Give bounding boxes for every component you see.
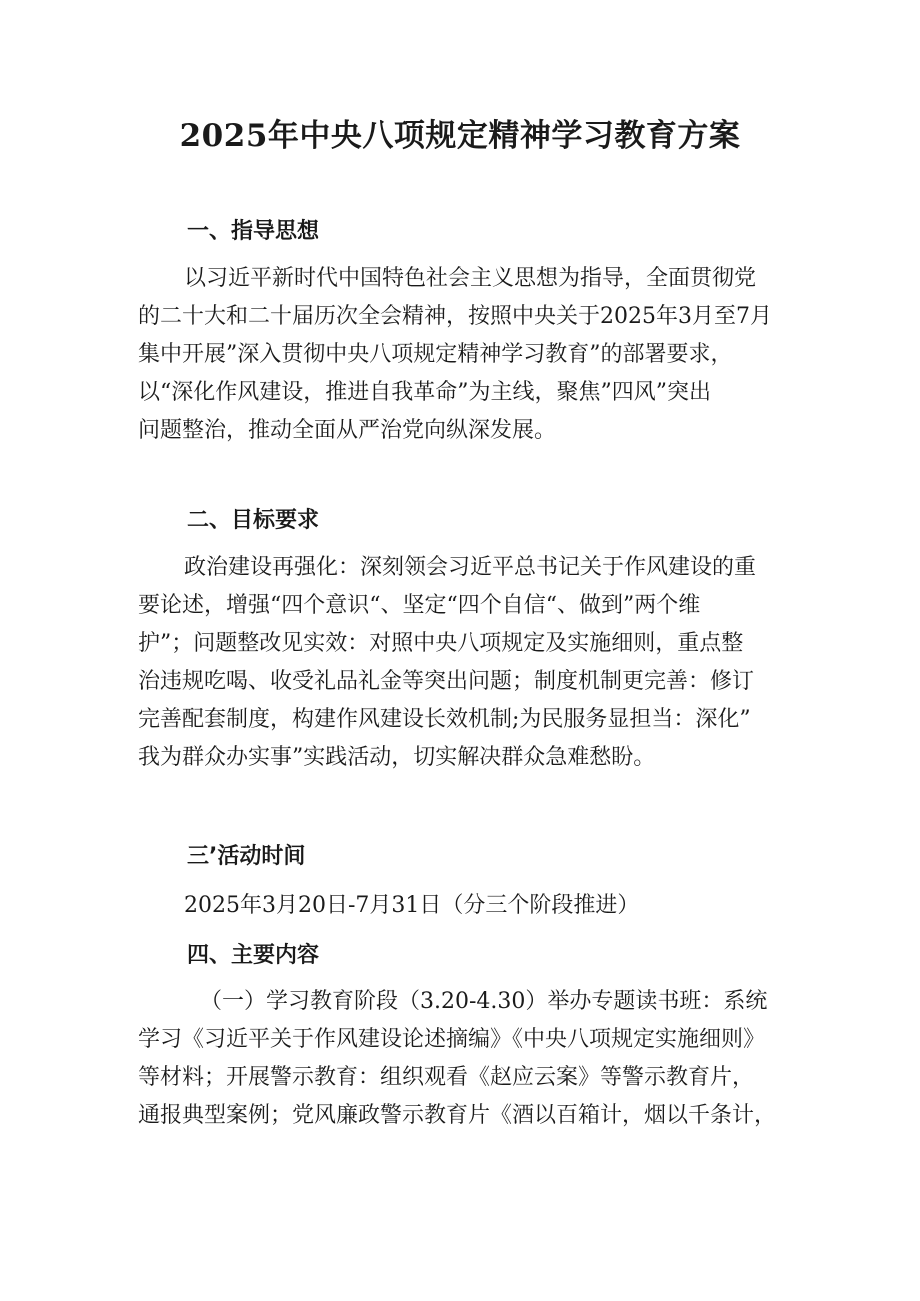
paragraph-guiding-ideology — [138, 260, 798, 450]
document-title: 2025年中央八项规定精神学习教育方案 — [179, 118, 741, 154]
paragraph-schedule — [138, 887, 798, 925]
paragraph-line: 的二十大和二十届历次全会精神，按照中央关于2025年3月至7月 — [138, 304, 772, 329]
paragraph-line: 护”；问题整改见实效：对照中央八项规定及实施细则，重点整 — [138, 631, 744, 656]
paragraph-line: 等材料；开展警示教育：组织观看《赵应云案》等警示教育片， — [138, 1065, 755, 1090]
paragraph-line: 以习近平新时代中国特色社会主义思想为指导，全面贯彻党 — [184, 266, 757, 291]
paragraph-goals — [138, 549, 798, 777]
section-heading-schedule: 三’活动时间 — [187, 844, 306, 869]
paragraph-line: 2025年3月20日-7月31日（分三个阶段推进） — [184, 893, 640, 918]
paragraph-line: 通报典型案例；党风廉政警示教育片《酒以百箱计，烟以千条计， — [138, 1103, 777, 1128]
paragraph-line: 治违规吃喝、收受礼品礼金等突出问题；制度机制更完善：修订 — [138, 669, 755, 694]
paragraph-line: （一）学习教育阶段（3.20-4.30）举办专题读书班：系统 — [200, 989, 768, 1014]
paragraph-line: 以“深化作风建设，推进自我革命”为主线，聚焦”四风”突出 — [138, 380, 711, 405]
paragraph-line: 我为群众办实事”实践活动，切实解决群众急难愁盼。 — [138, 745, 656, 770]
paragraph-line: 要论述，增强“四个意识“、坚定“四个自信“、做到”两个维 — [138, 593, 701, 618]
section-heading-guiding-ideology: 一、指导思想 — [187, 219, 320, 244]
paragraph-line: 政治建设再强化：深刻领会习近平总书记关于作风建设的重 — [184, 555, 757, 580]
paragraph-line: 问题整治，推动全面从严治党向纵深发展。 — [138, 418, 557, 443]
section-heading-goals: 二、目标要求 — [187, 508, 320, 533]
paragraph-main-content — [138, 983, 798, 1135]
section-heading-main-content: 四、主要内容 — [187, 943, 320, 968]
paragraph-line: 学习《习近平关于作风建设论述摘编》《中央八项规定实施细则》 — [138, 1027, 766, 1052]
paragraph-line: 完善配套制度，构建作风建设长效机制;为民服务显担当：深化” — [138, 707, 751, 732]
paragraph-line: 集中开展”深入贯彻中央八项规定精神学习教育”的部署要求， — [138, 342, 733, 367]
